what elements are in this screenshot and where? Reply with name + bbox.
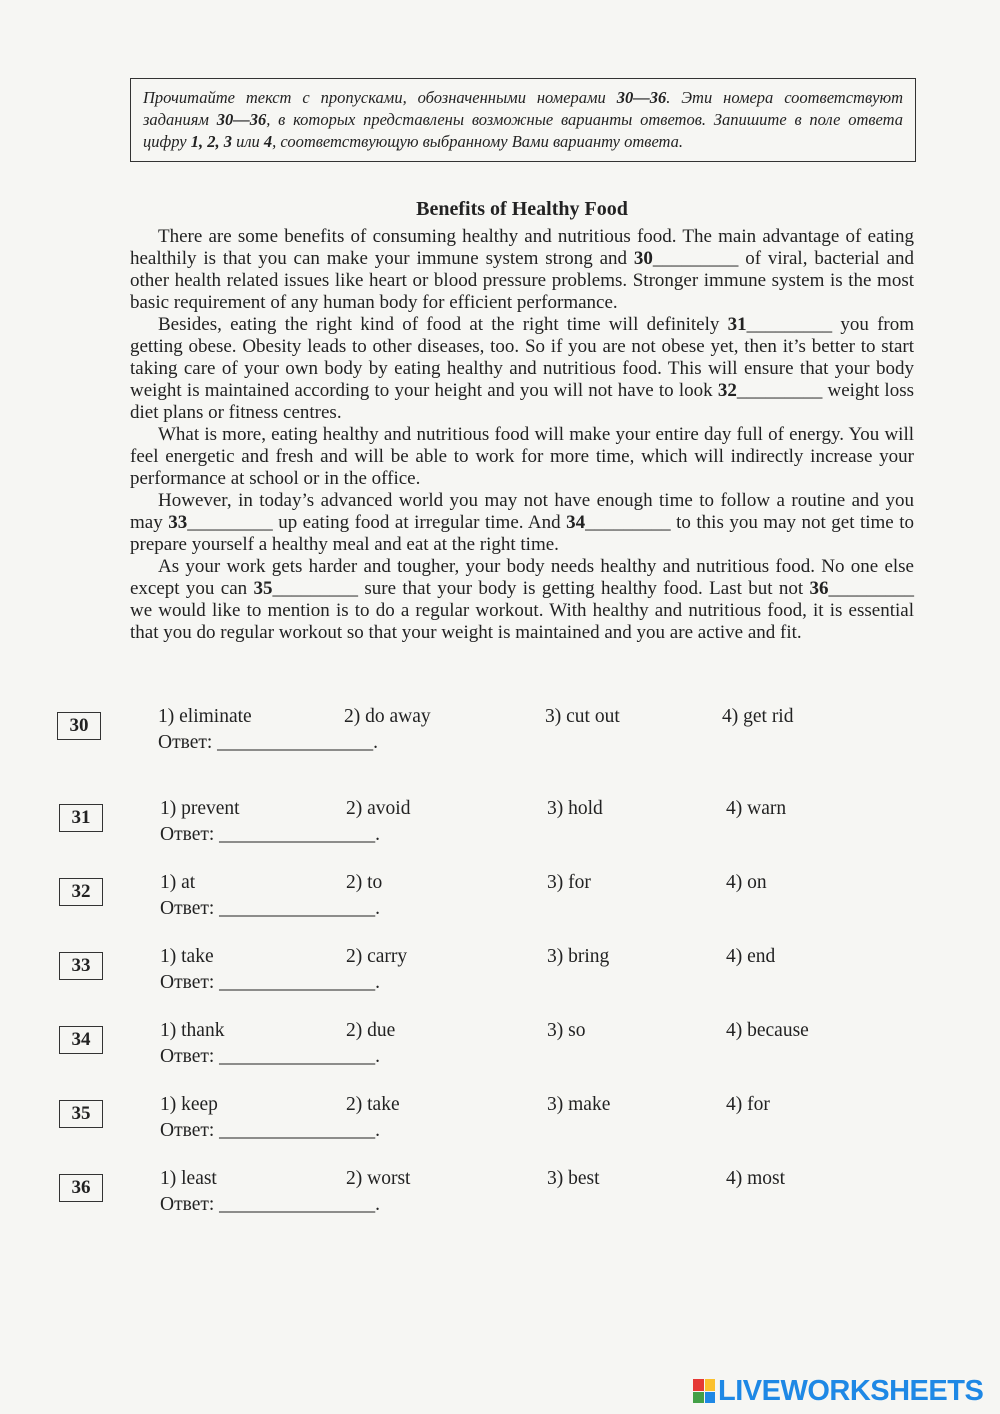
option-4[interactable]: 4) because: [726, 1020, 809, 1041]
answer-field[interactable]: Ответ: ________________.: [160, 972, 381, 993]
answer-field[interactable]: Ответ: ________________.: [160, 898, 381, 919]
option-2[interactable]: 2) take: [346, 1094, 400, 1115]
option-3[interactable]: 3) hold: [547, 798, 603, 819]
option-3[interactable]: 3) so: [547, 1020, 586, 1041]
task-number: 33: [59, 952, 103, 980]
task-33: [0, 946, 1000, 1006]
blank: _________: [736, 380, 823, 401]
blank: _________: [746, 314, 833, 335]
option-1[interactable]: 1) at: [160, 872, 196, 893]
blank: _________: [828, 578, 915, 599]
paragraph-2: Besides, eating the right kind of food at the right time will definitely 31_________ you from getting obese. Obesity leads to other diseases, too. So if you are not obese yet, then it’s better to start taking care of your own body by eating healthy and nutritious food. This will ensure that your body weight is maintained according to your height and you will not have to look 32_________ weight loss diet plans or fitness centres.: [130, 314, 914, 423]
logo-icon: [693, 1379, 715, 1403]
task-35: [0, 1094, 1000, 1154]
option-1[interactable]: 1) take: [160, 946, 214, 967]
option-4[interactable]: 4) on: [726, 872, 767, 893]
gap-31: 31: [727, 314, 747, 335]
paragraph-3: What is more, eating healthy and nutritious food will make your entire day full of energy. You will feel energetic and fresh and will be able to work for more time, which will indirectly increase your performance at school or in the office.: [130, 424, 914, 489]
option-3[interactable]: 3) cut out: [545, 706, 620, 727]
task-number: 35: [59, 1100, 103, 1128]
task-number: 32: [59, 878, 103, 906]
option-2[interactable]: 2) to: [346, 872, 383, 893]
blank: _________: [652, 248, 739, 269]
paragraph-5: As your work gets harder and tougher, your body needs healthy and nutritious food. No one else except you can 35_________ sure that your body is getting healthy food. Last but not 36_________ we would like to mention is to do a regular workout. With healthy and nutritious food, it is essential that you do regular workout so that your weight is maintained and you are active and fit.: [130, 556, 915, 643]
answer-field[interactable]: Ответ: ________________.: [160, 1120, 381, 1141]
gap-36: 36: [809, 578, 829, 599]
option-2[interactable]: 2) due: [346, 1020, 396, 1041]
option-1[interactable]: 1) eliminate: [158, 706, 252, 727]
logo-square-red: [693, 1379, 704, 1391]
instruction-box: Прочитайте текст с пропусками, обозначенными номерами 30—36. Эти номера соответствуют заданиям 30—36, в которых представлены возможные варианты ответов. Запишите в поле ответа цифру 1, 2, 3 или 4, соответствующую выбранному Вами варианту ответа.: [130, 78, 916, 162]
blank: _________: [585, 512, 671, 533]
paragraph-4: However, in today’s advanced world you may not have enough time to follow a routine and you may 33_________ up eating food at irregular time. And 34_________ to this you may not get time to prepare yourself a healthy meal and eat at the right time.: [130, 490, 914, 555]
task-30: [0, 706, 1000, 766]
answer-field[interactable]: Ответ: ________________.: [160, 824, 381, 845]
blank: _________: [187, 512, 273, 533]
option-2[interactable]: 2) avoid: [346, 798, 411, 819]
option-4[interactable]: 4) get rid: [722, 706, 794, 727]
option-1[interactable]: 1) thank: [160, 1020, 225, 1041]
option-2[interactable]: 2) worst: [346, 1168, 411, 1189]
paragraph-1: There are some benefits of consuming healthy and nutritious food. The main advantage of eating healthily is that you can make your immune system strong and 30_________ of viral, bacterial and other health related issues like heart or blood pressure problems. Stronger immune system is the most basic requirement of any human body for efficient performance.: [130, 226, 914, 313]
answer-field[interactable]: Ответ: ________________.: [158, 732, 379, 753]
option-1[interactable]: 1) least: [160, 1168, 217, 1189]
logo-text: LIVEWORKSHEETS: [718, 1374, 984, 1407]
reading-text: [130, 226, 914, 644]
task-36: [0, 1168, 1000, 1228]
gap-30: 30: [633, 248, 653, 269]
option-3[interactable]: 3) best: [547, 1168, 600, 1189]
option-1[interactable]: 1) prevent: [160, 798, 240, 819]
gap-34: 34: [566, 512, 586, 533]
liveworksheets-logo: [693, 1374, 983, 1408]
answer-field[interactable]: Ответ: ________________.: [160, 1046, 381, 1067]
option-4[interactable]: 4) for: [726, 1094, 770, 1115]
logo-square-yellow: [705, 1379, 716, 1391]
option-2[interactable]: 2) carry: [346, 946, 408, 967]
option-4[interactable]: 4) end: [726, 946, 776, 967]
option-4[interactable]: 4) most: [726, 1168, 786, 1189]
task-31: [0, 798, 1000, 858]
task-number: 31: [59, 804, 103, 832]
gap-32: 32: [717, 380, 737, 401]
gap-35: 35: [253, 578, 273, 599]
option-2[interactable]: 2) do away: [344, 706, 431, 727]
option-3[interactable]: 3) make: [547, 1094, 611, 1115]
logo-square-blue: [705, 1392, 716, 1404]
text-title: Benefits of Healthy Food: [416, 198, 628, 220]
blank: _________: [272, 578, 359, 599]
option-3[interactable]: 3) for: [547, 872, 591, 893]
option-3[interactable]: 3) bring: [547, 946, 610, 967]
task-number: 30: [57, 712, 101, 740]
answer-field[interactable]: Ответ: ________________.: [160, 1194, 381, 1215]
option-4[interactable]: 4) warn: [726, 798, 787, 819]
task-34: [0, 1020, 1000, 1080]
task-32: [0, 872, 1000, 932]
gap-33: 33: [168, 512, 188, 533]
logo-square-green: [693, 1392, 704, 1404]
task-number: 34: [59, 1026, 103, 1054]
task-number: 36: [59, 1174, 103, 1202]
option-1[interactable]: 1) keep: [160, 1094, 218, 1115]
